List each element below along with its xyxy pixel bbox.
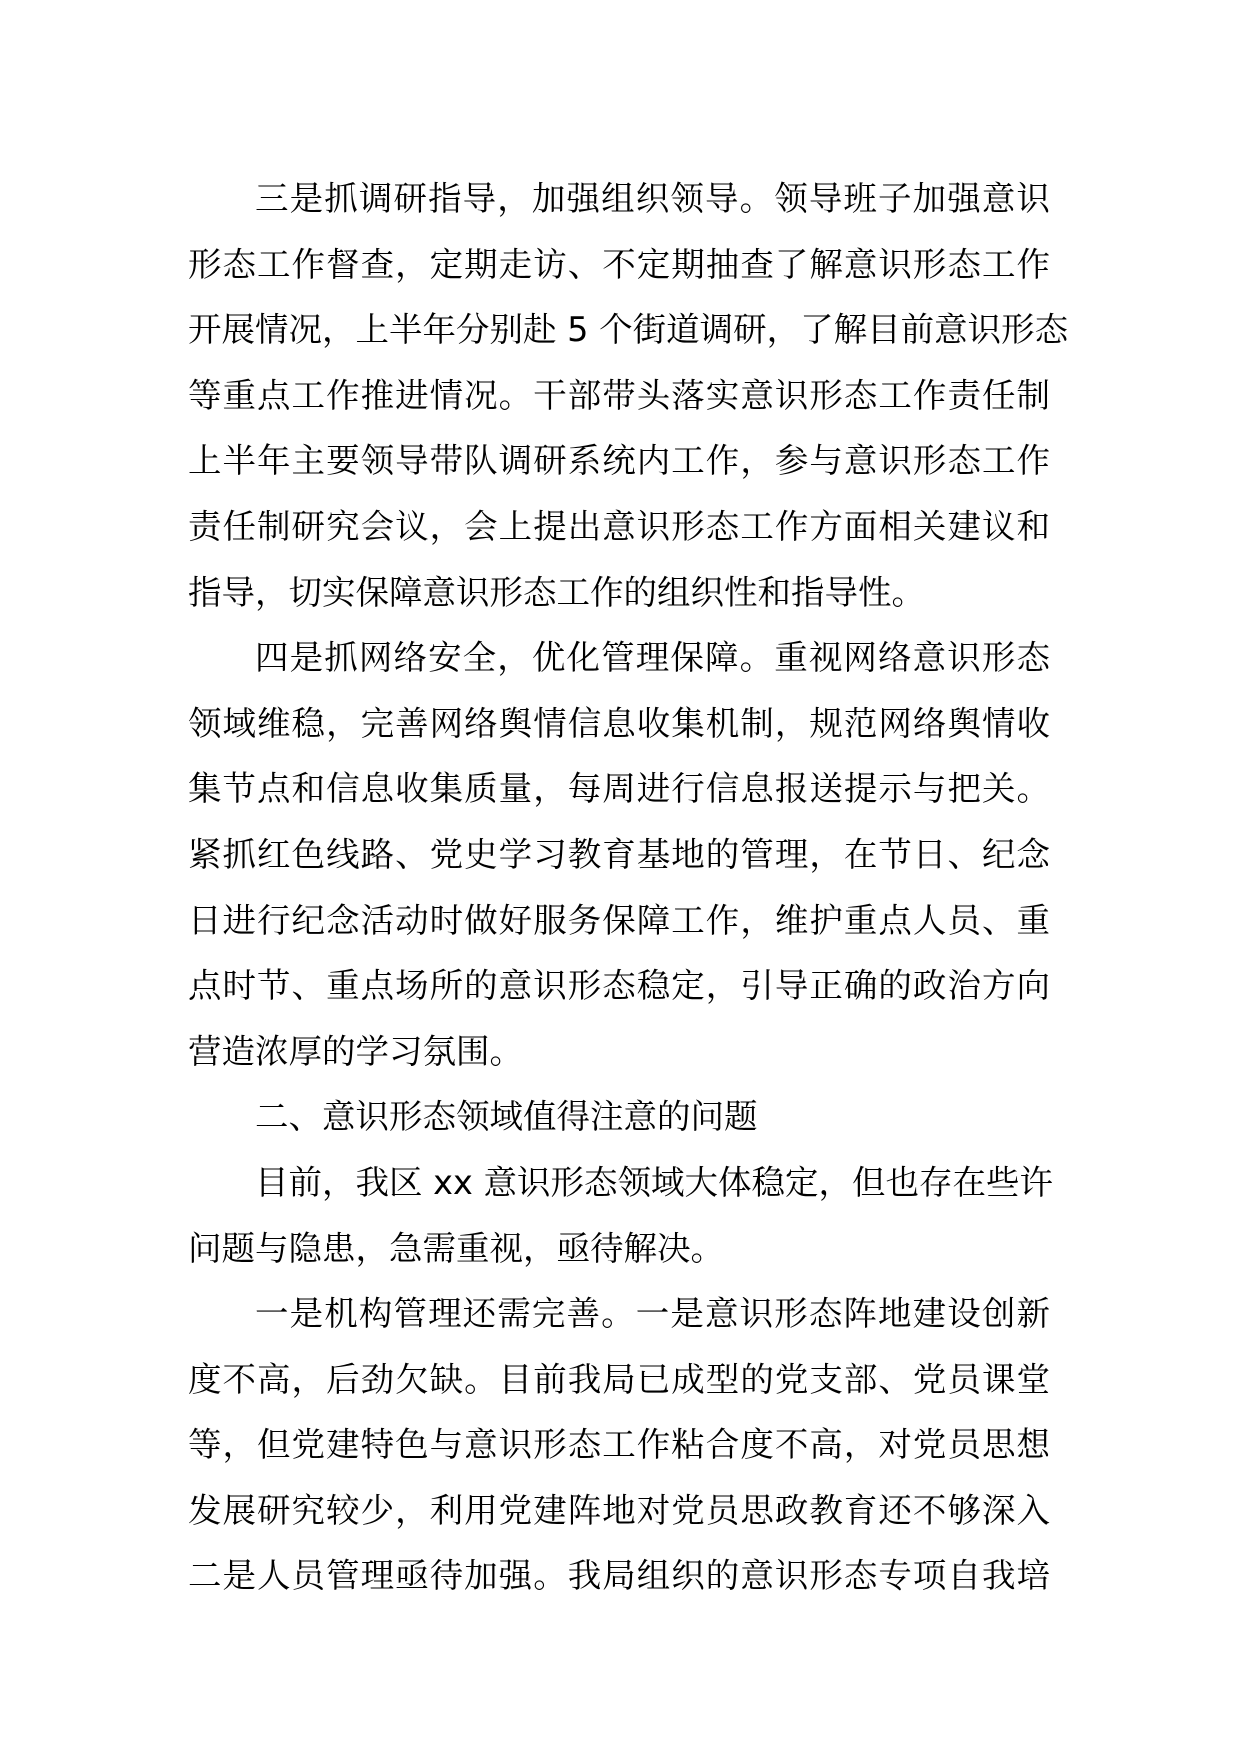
text-line: 责任制研究会议，会上提出意识形态工作方面相关建议和 <box>188 506 1050 546</box>
section-heading: 二、意识形态领域值得注意的问题 <box>255 1097 758 1137</box>
text-line: 日进行纪念活动时做好服务保障工作，维护重点人员、重 <box>188 900 1050 940</box>
text-line: 点时节、重点场所的意识形态稳定，引导正确的政治方向 <box>188 966 1050 1006</box>
text-line: 问题与隐患，急需重视，亟待解决。 <box>188 1228 724 1268</box>
text-line: 指导，切实保障意识形态工作的组织性和指导性。 <box>188 572 925 612</box>
text-line: 发展研究较少，利用党建阵地对党员思政教育还不够深入 <box>188 1490 1050 1530</box>
text-line: 形态工作督查，定期走访、不定期抽查了解意识形态工作 <box>188 244 1050 284</box>
text-line: 集节点和信息收集质量，每周进行信息报送提示与把关。 <box>188 769 1050 809</box>
text-line: 等重点工作推进情况。干部带头落实意识形态工作责任制 <box>188 375 1050 415</box>
text-line: 紧抓红色线路、党史学习教育基地的管理，在节日、纪念 <box>188 834 1050 874</box>
text-line: 开展情况，上半年分别赴 5 个街道调研，了解目前意识形态 <box>188 310 1069 350</box>
text-line: 目前，我区 xx 意识形态领域大体稳定，但也存在些许 <box>255 1162 1053 1202</box>
text-line: 二是人员管理亟待加强。我局组织的意识形态专项自我培 <box>188 1556 1050 1596</box>
text-line: 一是机构管理还需完善。一是意识形态阵地建设创新 <box>255 1294 1050 1334</box>
document-body <box>188 166 1069 1609</box>
text-line: 等，但党建特色与意识形态工作粘合度不高，对党员思想 <box>188 1425 1050 1465</box>
text-line: 四是抓网络安全，优化管理保障。重视网络意识形态 <box>255 638 1050 678</box>
text-line: 营造浓厚的学习氛围。 <box>188 1031 523 1071</box>
text-line: 领域维稳，完善网络舆情信息收集机制，规范网络舆情收 <box>188 703 1050 743</box>
text-line: 上半年主要领导带队调研系统内工作，参与意识形态工作 <box>188 441 1050 481</box>
text-line: 度不高，后劲欠缺。目前我局已成型的党支部、党员课堂 <box>188 1359 1050 1399</box>
text-line: 三是抓调研指导，加强组织领导。领导班子加强意识 <box>255 179 1050 218</box>
